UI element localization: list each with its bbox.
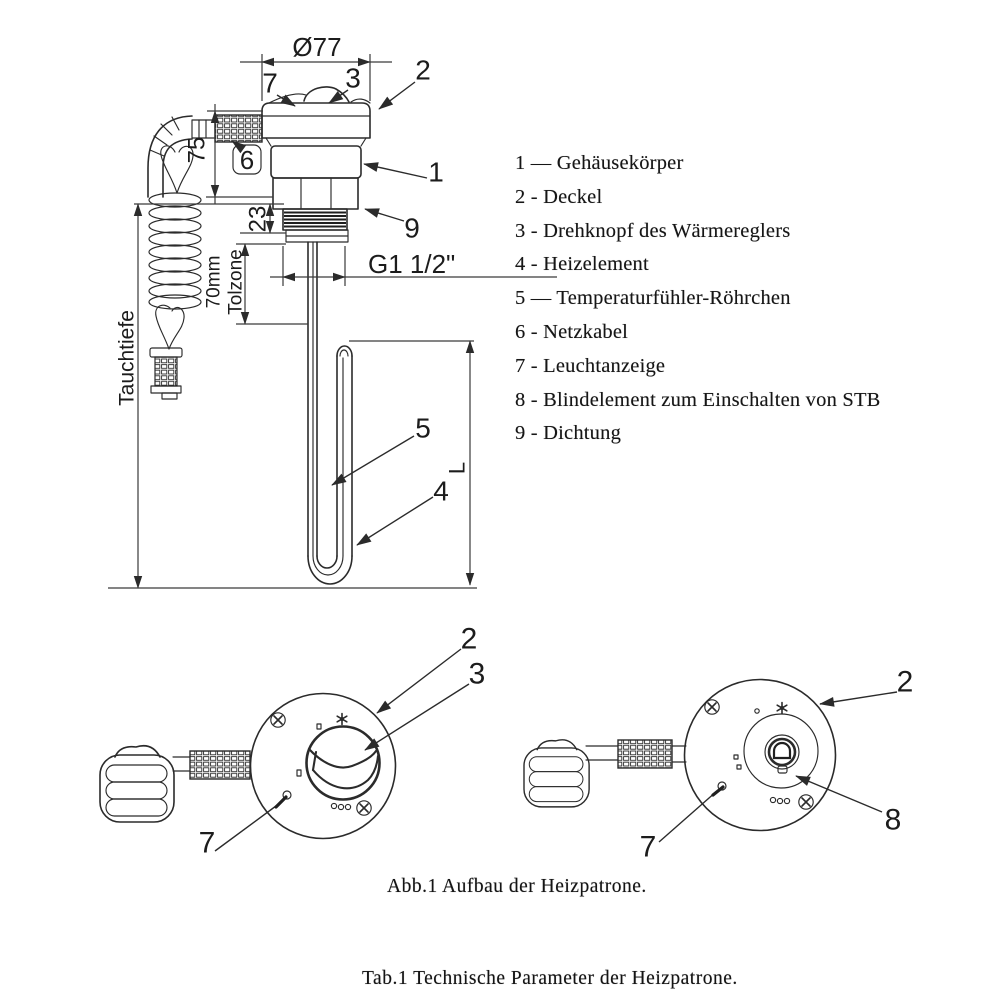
- legend-item: 6 - Netzkabel: [515, 320, 629, 343]
- callout-blind-element: 8: [884, 803, 902, 837]
- legend-item: 3 - Drehknopf des Wärmereglers: [515, 219, 791, 242]
- dim-75-label: 75: [183, 136, 211, 164]
- hex-nut: [273, 178, 358, 209]
- bottom-view-with-knob: [100, 623, 485, 860]
- callout-cover: 2: [415, 54, 431, 86]
- legend-item: 5 — Temperaturfühler-Röhrchen: [515, 287, 791, 310]
- callout-knob-left: 3: [468, 657, 486, 691]
- callout-cable: 6: [239, 145, 255, 175]
- bottom-view-without-knob: [524, 666, 913, 864]
- callout-indicator-right: 7: [639, 830, 657, 864]
- legend-item: 4 - Heizelement: [515, 253, 649, 276]
- cover-cap: [262, 87, 370, 138]
- cable-gland-side: [190, 751, 250, 779]
- power-plug: [150, 348, 182, 399]
- housing-body: [266, 138, 366, 178]
- callout-indicator-left: 7: [198, 826, 216, 860]
- legend-item: 8 - Blindelement zum Einschalten von STB: [515, 388, 881, 411]
- table-caption: Tab.1 Technische Parameter der Heizpatrone.: [362, 968, 738, 989]
- d-shaped-hole: [774, 743, 790, 758]
- callout-indicator: 7: [262, 67, 278, 99]
- mounting-thread: [283, 209, 348, 242]
- legend-item: 9 - Dichtung: [515, 422, 622, 445]
- heating-tubes: [308, 242, 352, 584]
- dim-tauchtiefe-label: Tauchtiefe: [115, 310, 139, 406]
- dim-diameter-label: Ø77: [292, 32, 342, 62]
- dim-length-label: L: [444, 461, 470, 475]
- legend-item: 1 — Gehäusekörper: [515, 152, 684, 174]
- callout-cover-left: 2: [460, 622, 478, 656]
- legend-item: 7 - Leuchtanzeige: [515, 354, 666, 377]
- callout-knob: 3: [345, 62, 361, 94]
- callout-heating-element: 4: [433, 475, 449, 507]
- dimension-tolzone: [236, 244, 308, 324]
- callout-housing: 1: [428, 156, 444, 188]
- callout-seal: 9: [404, 212, 420, 244]
- callout-cover-right: 2: [896, 665, 914, 699]
- knob-grip-wave: [309, 749, 378, 788]
- dim-tolzone-label: Tolzone: [225, 249, 247, 315]
- dim-thread-label: G1 1/2": [368, 249, 456, 279]
- callout-sensor-tube: 5: [415, 412, 431, 444]
- parts-legend: [515, 147, 881, 451]
- main-assembly-view: [108, 32, 557, 588]
- dim-tolzone-value: 70mm: [203, 255, 225, 309]
- callout-leaders-main: [232, 82, 433, 545]
- cable-gland-side-right: [618, 740, 672, 768]
- figure-caption: Abb.1 Aufbau der Heizpatrone.: [387, 876, 647, 897]
- cable-coil: [149, 193, 201, 309]
- dim-23-label: 23: [244, 205, 272, 233]
- legend-item: 2 - Deckel: [515, 185, 603, 208]
